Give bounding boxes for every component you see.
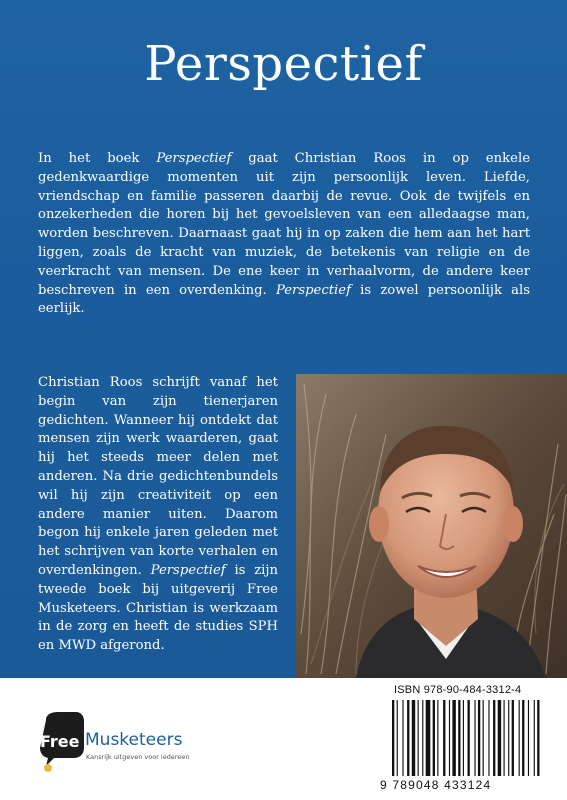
publisher-tagline: Kansrijk uitgeven voor iedereen	[86, 753, 190, 761]
author-bio: Christian Roos schrijft vanaf het begin van zijn tienerjaren gedichten. Wanneer hij ontdekt dat mensen zijn werk waarderen, gaat hij het steeds meer delen met anderen. Na drie gedichtenbundels wil hij zijn creativiteit op een andere manier uiten. Daarom begon hij enkele jaren geleden met het schrijven van korte verhalen en overdenkingen. Perspectief is zijn tweede boek bij uitgeverij Free Musketeers. Christian is werkzaam in de zorg en heeft de studies SPH en MWD afgerond.	[38, 375, 278, 654]
isbn-barcode	[380, 684, 560, 794]
publisher-name-musketeers: Musketeers	[85, 730, 183, 750]
bio-book-title: Perspectief	[150, 562, 226, 578]
isbn-digits: 9 789048 433124	[380, 778, 492, 792]
barcode-icon	[380, 700, 560, 778]
isbn-label: ISBN 978-90-484-3312-4	[394, 684, 522, 696]
blurb-book-title: Perspectief	[156, 151, 232, 166]
publisher-name-free: Free	[40, 732, 80, 751]
publisher-logo	[40, 712, 210, 772]
author-portrait-illustration	[296, 374, 567, 678]
book-blurb: In het boek Perspectief gaat Christian Roos in op enkele gedenkwaardige momenten uit zijn persoonlijk leven. Liefde, vriendschap en familie passeren daarbij de revue. Ook de twijfels en onzekerheden die horen bij het gevoelsleven van een alledaagse man, worden beschreven. Daarnaast gaat hij in op zaken die hem aan het hart liggen, zoals de kracht van muziek, de betekenis van religie en de veerkracht van mensen. De ene keer in verhaalvorm, de andere keer beschreven in een overdenking. Perspectief is zowel persoonlijk als eerlijk.	[38, 151, 530, 317]
author-photo	[296, 374, 567, 678]
blurb-book-title-2: Perspectief	[275, 282, 351, 298]
book-title: Perspectief	[144, 36, 423, 92]
